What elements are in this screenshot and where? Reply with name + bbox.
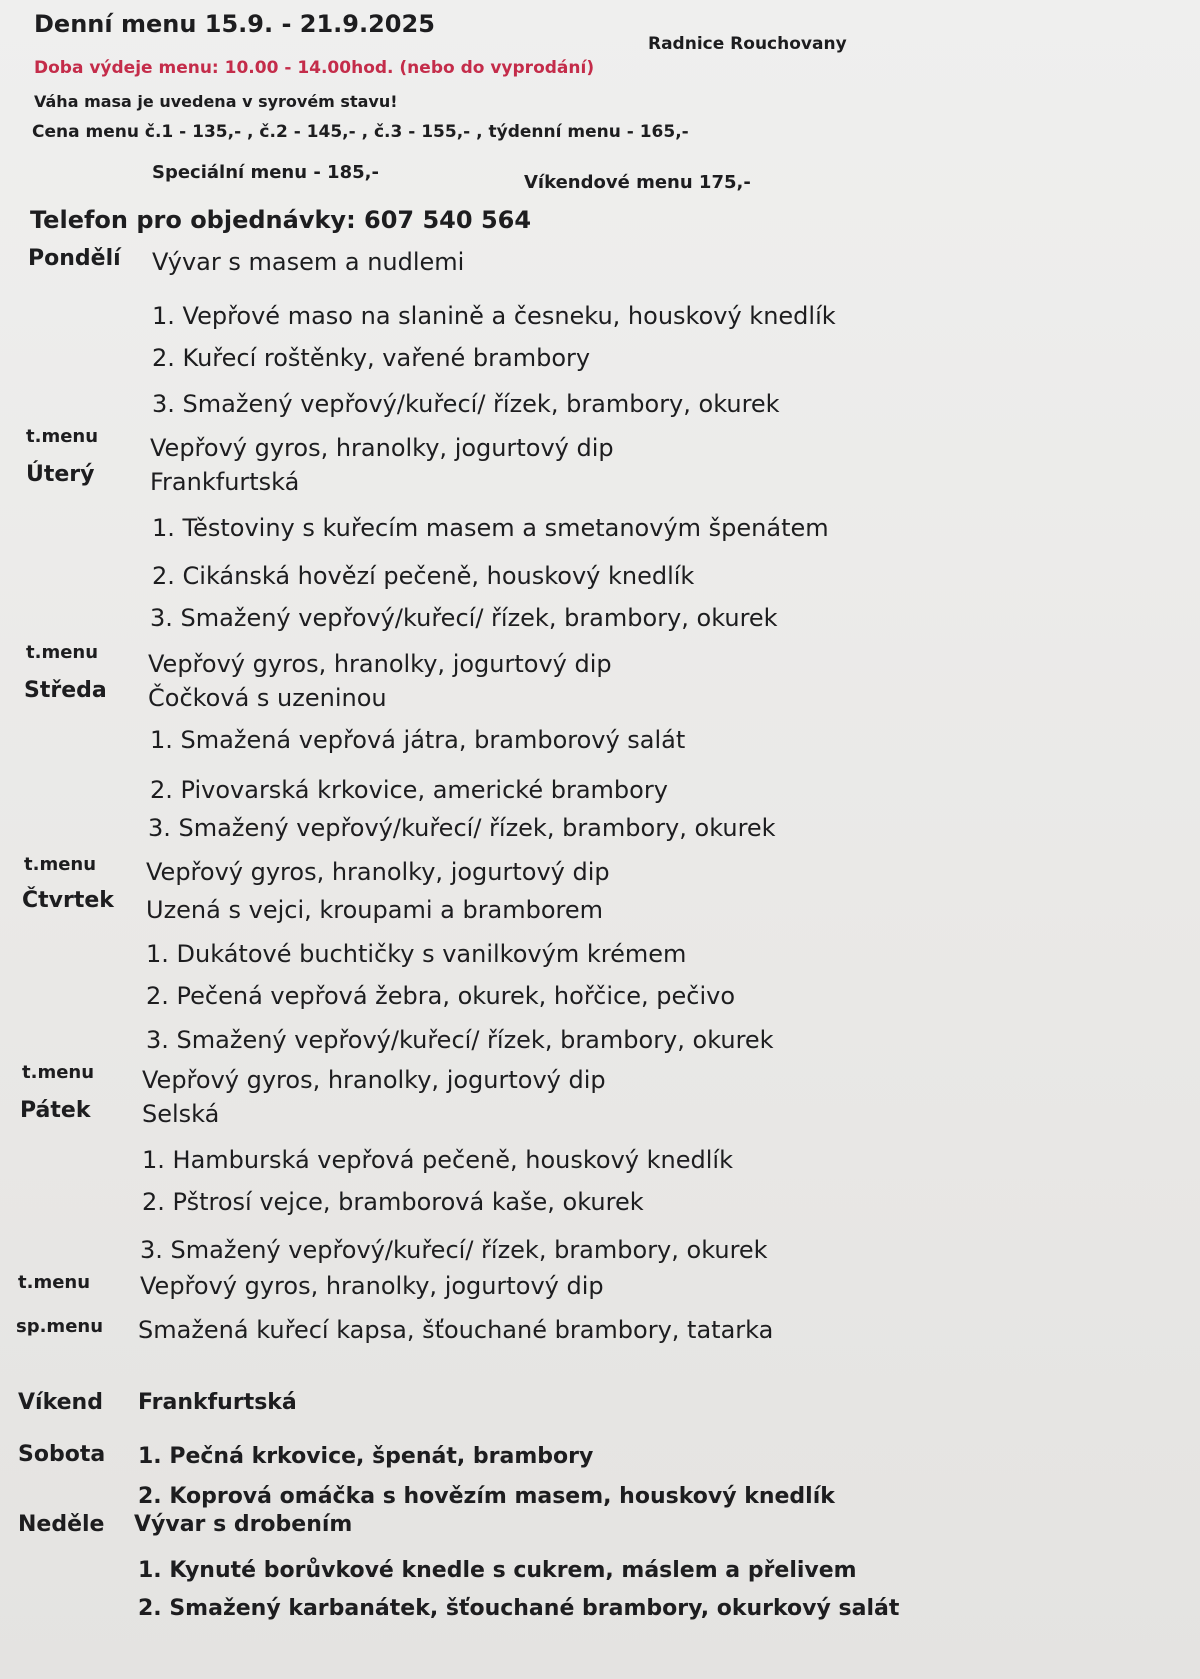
menu-item-2: 2. Pečená vepřová žebra, okurek, hořčice, pečivo [146, 982, 735, 1010]
sunday-item-1: 1. Kynuté borůvkové knedle s cukrem, máslem a přelivem [138, 1558, 857, 1583]
weekly-menu-label: t.menu [24, 854, 97, 875]
menu-item-2: 2. Pštrosí vejce, bramborová kaše, okurek [142, 1188, 644, 1216]
menu-item-3: 3. Smažený vepřový/kuřecí/ řízek, brambory, okurek [152, 390, 780, 418]
price-list: Cena menu č.1 - 135,- , č.2 - 145,- , č.3 - 155,- , týdenní menu - 165,- [32, 122, 689, 142]
special-menu-item: Smažená kuřecí kapsa, šťouchané brambory, tatarka [138, 1316, 774, 1344]
weekend-label: Víkend [18, 1390, 103, 1415]
menu-item-2: 2. Cikánská hovězí pečeně, houskový knedlík [152, 562, 695, 590]
sunday-soup: Vývar s drobením [134, 1512, 353, 1537]
menu-item-3: 3. Smažený vepřový/kuřecí/ řízek, brambory, okurek [146, 1026, 774, 1054]
sunday-item-2: 2. Smažený karbanátek, šťouchané brambory, okurkový salát [138, 1596, 900, 1621]
day-label: Pátek [20, 1098, 91, 1123]
menu-item-1: 1. Těstoviny s kuřecím masem a smetanovým špenátem [152, 514, 829, 542]
day-label: Úterý [26, 462, 95, 487]
menu-item-3: 3. Smažený vepřový/kuřecí/ řízek, brambory, okurek [148, 814, 776, 842]
soup: Uzená s vejci, kroupami a bramborem [146, 896, 604, 924]
day-label: Středa [24, 678, 107, 703]
page-title: Denní menu 15.9. - 21.9.2025 [34, 10, 435, 38]
menu-item-3: 3. Smažený vepřový/kuřecí/ řízek, brambory, okurek [140, 1236, 768, 1264]
menu-item-2: 2. Pivovarská krkovice, americké brambory [150, 776, 668, 804]
weekly-menu-item: Vepřový gyros, hranolky, jogurtový dip [142, 1066, 606, 1094]
serving-hours: Doba výdeje menu: 10.00 - 14.00hod. (nebo do vyprodání) [34, 58, 595, 78]
saturday-item-2: 2. Koprová omáčka s hovězím masem, houskový knedlík [138, 1484, 835, 1509]
weekend-menu-price: Víkendové menu 175,- [524, 172, 751, 193]
weekly-menu-label: t.menu [26, 642, 99, 663]
special-menu-label: sp.menu [16, 1316, 104, 1337]
special-menu-price: Speciální menu - 185,- [152, 162, 379, 183]
weight-note: Váha masa je uvedena v syrovém stavu! [34, 92, 398, 111]
weekly-menu-item: Vepřový gyros, hranolky, jogurtový dip [148, 650, 612, 678]
soup: Selská [142, 1100, 220, 1128]
soup: Vývar s masem a nudlemi [152, 248, 465, 276]
weekly-menu-item: Vepřový gyros, hranolky, jogurtový dip [146, 858, 610, 886]
weekly-menu-label: t.menu [26, 426, 99, 447]
weekly-menu-item: Vepřový gyros, hranolky, jogurtový dip [140, 1272, 604, 1300]
order-phone: Telefon pro objednávky: 607 540 564 [30, 206, 532, 234]
menu-item-1: 1. Vepřové maso na slanině a česneku, houskový knedlík [152, 302, 836, 330]
location-label: Radnice Rouchovany [648, 34, 847, 54]
weekly-menu-item: Vepřový gyros, hranolky, jogurtový dip [150, 434, 614, 462]
soup: Frankfurtská [150, 468, 300, 496]
menu-item-1: 1. Dukátové buchtičky s vanilkovým krémem [146, 940, 687, 968]
menu-item-2: 2. Kuřecí roštěnky, vařené brambory [152, 344, 591, 372]
menu-item-3: 3. Smažený vepřový/kuřecí/ řízek, brambory, okurek [150, 604, 778, 632]
menu-item-1: 1. Smažená vepřová játra, bramborový salát [150, 726, 686, 754]
sunday-label: Neděle [18, 1512, 105, 1537]
day-label: Pondělí [28, 246, 121, 271]
saturday-label: Sobota [18, 1442, 106, 1467]
weekly-menu-label: t.menu [22, 1062, 95, 1083]
menu-item-1: 1. Hamburská vepřová pečeně, houskový knedlík [142, 1146, 733, 1174]
day-label: Čtvrtek [22, 888, 114, 913]
soup: Čočková s uzeninou [148, 684, 387, 712]
weekend-soup: Frankfurtská [138, 1390, 297, 1415]
weekly-menu-label: t.menu [18, 1272, 91, 1293]
saturday-item-1: 1. Pečná krkovice, špenát, brambory [138, 1444, 594, 1469]
